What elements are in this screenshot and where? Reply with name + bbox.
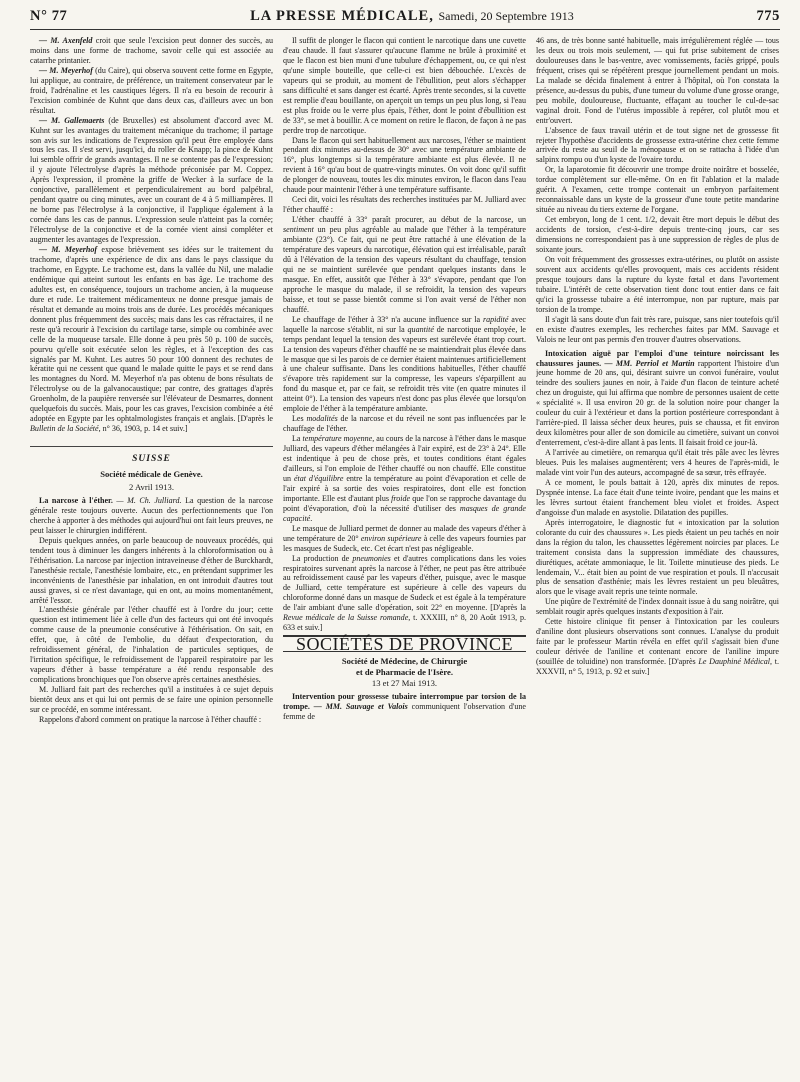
- paragraph: [283, 524, 526, 554]
- column-3: [536, 36, 779, 725]
- citation: Bulletin de la Société: [30, 424, 99, 434]
- paragraph: A l'arrivée au cimetière, on remarqua qu'il était très pâle avec les lèvres bleues. Puis les malaises augmentèrent; vers 4 heures de l'après-midi, le malade vint voir l'un des auteurs, accompagné de sa sœur, très effrayée.: [536, 448, 779, 477]
- section-heading: SUISSE: [132, 454, 171, 465]
- paragraph: [283, 554, 526, 634]
- paragraph-text: de la narcose et du réveil ne sont pas influencées par le chauffage de l'éther.: [283, 414, 526, 434]
- emphasis: environ supérieure: [360, 533, 422, 543]
- emphasis: quantité: [407, 324, 434, 334]
- issue-number: N° 77: [30, 8, 68, 24]
- article-title: Intoxication aiguë par l'emploi d'une teinture noircissant les chaussures jaunes.: [536, 348, 779, 368]
- paragraph: [30, 36, 273, 66]
- paragraph-text: L'éther chauffé à 33° paraît procurer, au début de la narcose, un: [292, 215, 526, 225]
- paragraph-text: , n° 36, 1903, p. 14 et suiv.]: [98, 424, 188, 434]
- paragraph-text: que l'on se rapproche davantage du point d'évaporation, d'où la nécessité d'utiliser des: [283, 493, 526, 513]
- paragraph: A ce moment, le pouls battait à 120, après dix minutes de repos. Dyspnée intense. La face était d'une teinte ivoire, pendant que les mains et les lèvres surtout étaient franchement bleu violet et froides. Aspect d'angoisse d'un malade en asystolie. Dilatation des pupilles.: [536, 477, 779, 517]
- paragraph: Ceci dit, voici les résultats des recherches instituées par M. Julliard avec l'éther chauffé :: [283, 195, 526, 215]
- article-title: Intervention pour grossesse tubaire interrompue par torsion de la trompe.: [283, 692, 526, 712]
- journal-title: LA PRESSE MÉDICALE,: [250, 8, 434, 24]
- paragraph: [30, 245, 273, 434]
- paragraph-text: , t. XXXVII, n° 5, 1913, p. 92 et suiv.]: [536, 657, 779, 677]
- paragraph: [536, 349, 779, 449]
- paragraph-text: Les: [292, 414, 307, 424]
- speaker-name: — M. Axenfeld: [39, 36, 93, 45]
- article-columns: [30, 36, 780, 725]
- paragraph-text: (de Bruxelles) est absolument d'accord avec M. Kuhnt sur les avantages du traitement mécanique du trachome; il partage son avis sur les indications de l'expression qu'il peut être employée dans tous les cas. Il s'est servi, jusqu'ici, du roller de Knapp; la pince de Kuhnt lui semble offrir de grands avantages. Il ne se contente pas de l'expression; il y ajoute l'électrolyse d'après la méthode préconisée par M. Coppez. Après l'expression, il promène la griffe de Wecker à la surface de la conjonctive, parallèlement et perpendiculairement au bord palpébral, pendant quatre ou cinq minutes, avec un courant de 4 à 5 milliampères. Il ne borne pas l'électrolyse à la conjonctive, il l'applique également à la cornée dans les cas de pannus. L'expression seule n'atteint pas la cornée; l'électrolyse de la conjonctive et de la cornée vient ainsi compléter et augmenter les avantages de l'expression.: [30, 115, 273, 245]
- paragraph-text: , au cours de la narcose à l'éther dans le masque Julliard, des vapeurs d'éther mélangées à l'air expiré, est de 23° à 24°. Elle est indentique à peu de chose près, et toutes conditions étant égales d'ailleurs, si l'on emploie de l'éther chauffé ou non chauffé. Elle constitue un: [283, 434, 526, 483]
- paragraph-text: Cette histoire clinique fit penser à l'intoxication par les couleurs d'aniline dont plusieurs observations sont connues. L'analyse du produit faite par le professeur Martin révéla en effet qu'il s'agissait bien d'une couleur dérivée de l'aniline et contenant encore de l'aniline impure (souillée de toluidine) non transformée. [D'après: [536, 617, 779, 667]
- page-number: 775: [756, 8, 780, 24]
- paragraph: M. Julliard fait part des recherches qu'il a instituées à ce sujet depuis bientôt deux ans et qui lui ont permis de se faire une opinion personnelle sur ce procédé, en somme intéressant.: [30, 685, 273, 714]
- emphasis: état d'équilibre: [293, 473, 344, 483]
- paragraph-text: Le chauffage de l'éther à 33° n'a aucune influence sur la: [292, 314, 483, 324]
- emphasis: sentiment: [283, 225, 314, 235]
- citation: Revue médicale de la Suisse romande: [283, 613, 409, 623]
- page-header: [30, 8, 780, 30]
- paragraph: Rappelons d'abord comment on pratique la narcose à l'éther chauffé :: [39, 714, 262, 724]
- section-divider: [30, 446, 273, 447]
- citation: Le Dauphiné Médical: [698, 657, 771, 667]
- masthead: [250, 8, 574, 25]
- emphasis: masques de grande capacité: [283, 503, 526, 523]
- paragraph-text: à celle des vapeurs fournies par les masques de Sudeck, etc. Cet écart n'est pas négligeable.: [283, 533, 526, 553]
- paragraph-text: et d'autres complications dans les voies respiratoires survenant après la narcose à l'éther, ne peut pas être attribuée au refroidissement causé par les vapeurs d'éther, puisque, avec le masque de Julliard, cette température est supérieure à celle des vapeurs du chloroforme donné dans un masque de Sudeck et est égale à la température de l'air ambiant d'une salle d'opération, soit 22° en moyenne. [D'après la: [283, 553, 526, 613]
- emphasis: rapidité: [482, 314, 509, 324]
- article-title: La narcose à l'éther.: [39, 495, 113, 505]
- paragraph-text: La question de la narcose générale reste toujours ouverte. Aucun des perfectionnements que l'on cherche à apporter à des méthodes qui aujourd'hui ont fait leurs preuves, ne peut laisser le chirurgien indifférent.: [30, 495, 273, 535]
- paragraph: [283, 434, 526, 524]
- paragraph-text: avec laquelle la narcose s'établit, ni sur la: [283, 314, 526, 334]
- session-date: 13 et 27 Mai 1913.: [371, 678, 438, 689]
- session-date: 2 Avril 1913.: [129, 482, 174, 493]
- paragraph-text: .: [310, 513, 313, 523]
- society-heading: Société médicale de Genève.: [100, 469, 203, 480]
- paragraph-text: expose brièvement ses idées sur le traitement du trachome, d'après une expérience de dix ans dans le pays classique du trachome, en Egypte. Le trachome est, dans la vallée du Nil, une maladie endémique qui atteint surtout les enfants en bas âge. Le trachome des adultes est, en conséquence, toujours un trachome ancien, à la muqueuse dure et rude. Le traitement médicamenteux ne donne presque jamais de résultat et demande au moins trois ans de durée. Les procédés mécaniques donnent plus fréquemment des succès; mais dans les cas réfractaires, il ne reste qu'à recourir à l'excision du cartilage tarse, simple ou combinée avec celle de la muqueuse tarsale. Elle donne à peu près 50 p. 100 de succès, pourvu qu'elle soit exécutée selon les règles, et à l'exception des cas signalés par M. Kuhnt. Les autres 50 pour 100 donnent des rechutes de kératite qui ne cessent que quand le malade quitte le pays et se rend dans les montagnes du Nord. M. Meyerhof n'a pas obtenu de bons résultats de l'électrolyse ou de la galvanocaustique; par contre, des grattages d'après Groenholm, de la paupière renversée sur l'élévateur de Desmarres, donnent quelquefois du succès. Mais, pour les cas graves, l'excision combinée a été adoptée en Egypte par les ophtalmologistes français et anglais. [D'après le: [30, 245, 273, 424]
- emphasis: pneumonies: [352, 553, 391, 563]
- paragraph-text: croit que seule l'excision peut donner des succès, au moins dans une forme de trachome, savoir celle qui est associée au catarrhe printanier.: [30, 36, 273, 65]
- speaker-name: — MM. Perriol et Martin: [601, 358, 695, 368]
- paragraph: L'absence de faux travail utérin et de tout signe net de grossesse fit rejeter l'hypothèse d'accidents de grossesse extra-utérine chez cette femme arrivée du reste au seuil de la ménopause et on se rattacha à l'idée d'un salpinx rompu ou d'un kyste de l'ovaire tordu.: [536, 125, 779, 165]
- paragraph: [283, 315, 526, 415]
- paragraph: Il suffit de plonger le flacon qui contient le narcotique dans une cuvette d'eau chaude. Il faut s'assurer qu'aucune flamme ne brûle à proximité et que le flacon est bien muni d'une tubulure d'échappement, ou, ce qui n'est qu'une simple bouteille, que celle-ci est bien débouchée. L'excès de vapeurs qui se produit, au moment de l'ébullition, peut alors s'échapper sans difficulté et sans danger est écarté. Après trente secondes, si la cuvette est remplie d'eau bouillante, on aperçoit un temps un peu plus long, si l'eau est plus froide ou le verre plus épais, l'éther, dont le point d'ébullition est de 33°, se met à bouillir. A ce moment on retire le flacon, de façon à ne pas perdre trop de narcotique.: [283, 36, 526, 135]
- emphasis: froide: [391, 493, 411, 503]
- paragraph-text: Le masque de Julliard permet de donner au malade des vapeurs d'éther à une température de 20°: [283, 523, 526, 543]
- speaker-name: — M. Gallemaerts: [39, 115, 105, 125]
- paragraph: Une piqûre de l'extrémité de l'index donnait issue à du sang noirâtre, qui semblait rougir après quelques instants d'exposition à l'air.: [536, 597, 779, 617]
- speaker-name: — M. Meyerhof: [39, 65, 93, 75]
- paragraph-text: La: [292, 434, 303, 444]
- section-banner: SOCIÉTÉS DE PROVINCE: [283, 635, 526, 652]
- paragraph: Il s'agit là sans doute d'un fait très rare, puisque, sans nier toutefois qu'il en existe d'autres exemples, les recherches faites par MM. Sauvage et Valois ne leur ont pas permis d'en trouver d'autres observations.: [536, 314, 779, 344]
- paragraph: [283, 692, 526, 722]
- speaker-name: — MM. Sauvage et Valois: [309, 702, 408, 712]
- paragraph: 46 ans, de très bonne santé habituelle, mais irrégulièrement réglée — tous les deux ou trois mois seulement, — qui fut prise subitement de crises douloureuses dans le bas-ventre, avec vomissements, faciès grippé, pouls fréquent, crises qui se répétèrent presque journellement pendant un mois. La malade se décida finalement à entrer à l'hôpital, où l'on constata la présence, au-dessus du pubis, d'une tumeur du volume d'une grosse orange, peu mobile, douloureuse, fluctuante, effaçant au toucher le cul-de-sac vaginal droit. Fond de l'utérus impossible à repérer, col plutôt mou et entr'ouvert.: [536, 36, 779, 125]
- paragraph-text: de narcotique employée, le temps pendant lequel la tension des vapeurs est surélevée étant trop court. La tension des vapeurs d'éther chauffé ne se maintiendrait plus élevée dans le masque que si les parois de ce dernier étaient maintenues artificiellement à une chaleur suffisante. Dans les conditions habituelles, l'éther chauffé s'évapore très rapidement sur la compresse, les vapeurs s'éparpillent au fond du masque et, par ce fait, se refroidit très vite (en quatre minutes il atteint 0°). La tension des vapeurs n'est donc pas plus élevée que lorsqu'on emploie de l'éther à la température ambiante.: [283, 324, 526, 414]
- paragraph-text: un peu plus agréable au malade que l'éther à la température ambiante (23°). Ce fait, qui ne peut être rattaché à une élévation de la température des vapeurs du narcotique, élévation qui est irréalisable, paraît dû à l'élévation de la tension des vapeurs résultant du chauffage, tension qui ne se maintient surélevée que pendant quelques instants dans le masque. En effet, aussitôt que l'éther à 33° s'évapore, pendant que l'on approche le masque du malade, il se refroidit, la tension des vapeurs baisse, et tout se passe bientôt comme si l'on avait versé de l'éther non chauffé.: [283, 225, 526, 314]
- column-1: [30, 36, 273, 725]
- society-line: et de Pharmacie de l'Isère.: [356, 666, 453, 677]
- emphasis: température moyenne: [302, 434, 373, 444]
- society-heading: [283, 656, 526, 677]
- paragraph: Cet embryon, long de 1 cent. 1/2, devait être mort depuis le début des accidents de torsion, c'est-à-dire depuis trente-cinq jours, car ses dimensions ne correspondaient pas à une suppression de règles de plus de soixante jours.: [536, 215, 779, 255]
- paragraph-text: (du Caire), qui observa souvent cette forme en Egypte, lui applique, au contraire, de préférence, un traitement conservateur par le froid, l'adrénaline et les caustiques légers. Il n'a eu besoin de recourir à l'excision combinée de Kuhnt que dans deux cas, d'ailleurs avec un bon résultat.: [30, 65, 273, 115]
- paragraph-text: La production de: [292, 553, 353, 563]
- paragraph: L'anesthésie générale par l'éther chauffé est à l'ordre du jour; cette question est intimement liée à celle d'un des facteurs qui ont été invoqués comme cause de la pneumonie consécutive à l'éthérisation. On sait, en effet, que, à côté de l'embolie, du défaut d'expectoration, du refroidissement général, de l'inhalation de particules septiques, de l'irritation spécifique, le refroidissement de l'appareil respiratoire par les vapeurs d'éther à basse température a été rendu responsable des complications bronchiques que l'on observe après certaines anesthésies.: [30, 605, 273, 685]
- emphasis: modalités: [306, 414, 338, 424]
- paragraph-text: communiquent l'observation d'une femme de: [283, 702, 526, 721]
- paragraph: [30, 496, 273, 536]
- speaker-name: — M. Meyerhof: [39, 245, 98, 255]
- paragraph: Dans le flacon qui sert habituellement aux narcoses, l'éther se maintient pendant dix minutes au-dessus de 30° avec une température ambiante de 16°, plus longtemps si la température ambiante est plus élevée. Il ne revient à 16° qu'au bout de quatre-vingts minutes. On voit donc qu'il suffit de plonger de nouveau, toutes les dix minutes environ, le flacon dans l'eau chaude pour maintenir l'éther à une température suffisante.: [283, 135, 526, 195]
- paragraph: On voit fréquemment des grossesses extra-utérines, ou plutôt on assiste souvent aux accidents qu'elles provoquent, mais ces accidents résident presque toujours dans la rupture du kyste fœtal et dans l'avortement tubaire. L'intérêt de cette observation tient donc tout entier dans ce fait qu'ici la grossesse tubaire a été interrompue, non par rupture, mais par torsion de la trompe.: [536, 254, 779, 314]
- paragraph: [30, 116, 273, 245]
- issue-date: Samedi, 20 Septembre 1913: [438, 9, 574, 23]
- paragraph: Or, la laparotomie fit découvrir une trompe droite noirâtre et bosselée, tordue complètement sur elle-même. On en fit l'ablation et la malade guérit. A l'examen, cette trompe contenait un embryon parfaitement reconnaissable dans un kyste de la grosseur d'une toute petite mandarine située au niveau du tiers externe de l'organe.: [536, 165, 779, 215]
- column-2: [283, 36, 526, 725]
- paragraph: Depuis quelques années, on parle beaucoup de nouveaux procédés, qui tendent tous à diminuer les dangers inhérents à la chloroformisation ou à l'éthérisation. La narcose par injection intraveineuse d'éther de Burckhardt, l'anesthésie rectale, l'anesthésie lombaire, etc., en prétendant supprimer les inconvénients de l'anesthésie par inhalation, en ont introduit d'autres tout aussi graves, si ce n'est davantage, qui en ont, au moins momentanément, arrêté l'essor.: [30, 535, 273, 605]
- paragraph-text: entre la température au point d'évaporation et celle de l'air expiré à sa sortie des voies respiratoires, dont elle est fonction importante. Elle est d'autant plus: [283, 473, 526, 503]
- paragraph: Après interrogatoire, le diagnostic fut « intoxication par la solution colorante du cuir des chaussures ». Les pieds étaient un peu tachés en noir dans la région du talon, les chaussettes légèrement noircies par places. Le traitement consista dans la suppression immédiate des chaussures, diurétiques, acétate ammoniaque, le lit. Toilette minutieuse des pieds. Le lendemain, V... était bien au point de vue respiration et pouls. Il n'accusait plus de sensation d'asthénie; mais les lèvres restaient un peu bleuâtres, alors que le visage avait repris une teinte normale.: [536, 517, 779, 597]
- paragraph: [283, 414, 526, 434]
- paragraph: [283, 215, 526, 315]
- paragraph: [30, 66, 273, 116]
- paragraph-text: , t. XXXIII, n° 8, 20 Août 1913, p. 633 et suiv.]: [283, 613, 526, 633]
- paragraph-text: rapportent l'histoire d'un jeune homme de 20 ans, qui, désirant suivre un convoi funéraire, voulut teindre des souliers jaunes en noir, à l'aide d'un flacon de teinture acheté chez un droguiste, qui lui affirma que nombre de personnes usaient de cette « spécialité ». Il usa environ 20 gr. de la solution noire pour changer la couleur du cuir à l'extérieur et dans la portion postérieure correspondant à l'arrière-pied. Il laissa sécher deux heures, puis se chaussa, et fit environ deux kilomètres pour aller de son domicile au cimetière, suivant un convoi d'enterrement, c'est-à-dire allant à pas lents. Il faisait froid ce jour-là.: [536, 358, 779, 448]
- speaker-name: — M. Ch. Julliard.: [112, 495, 182, 505]
- paragraph: [536, 617, 779, 677]
- society-line: Société de Médecine, de Chirurgie: [341, 656, 468, 667]
